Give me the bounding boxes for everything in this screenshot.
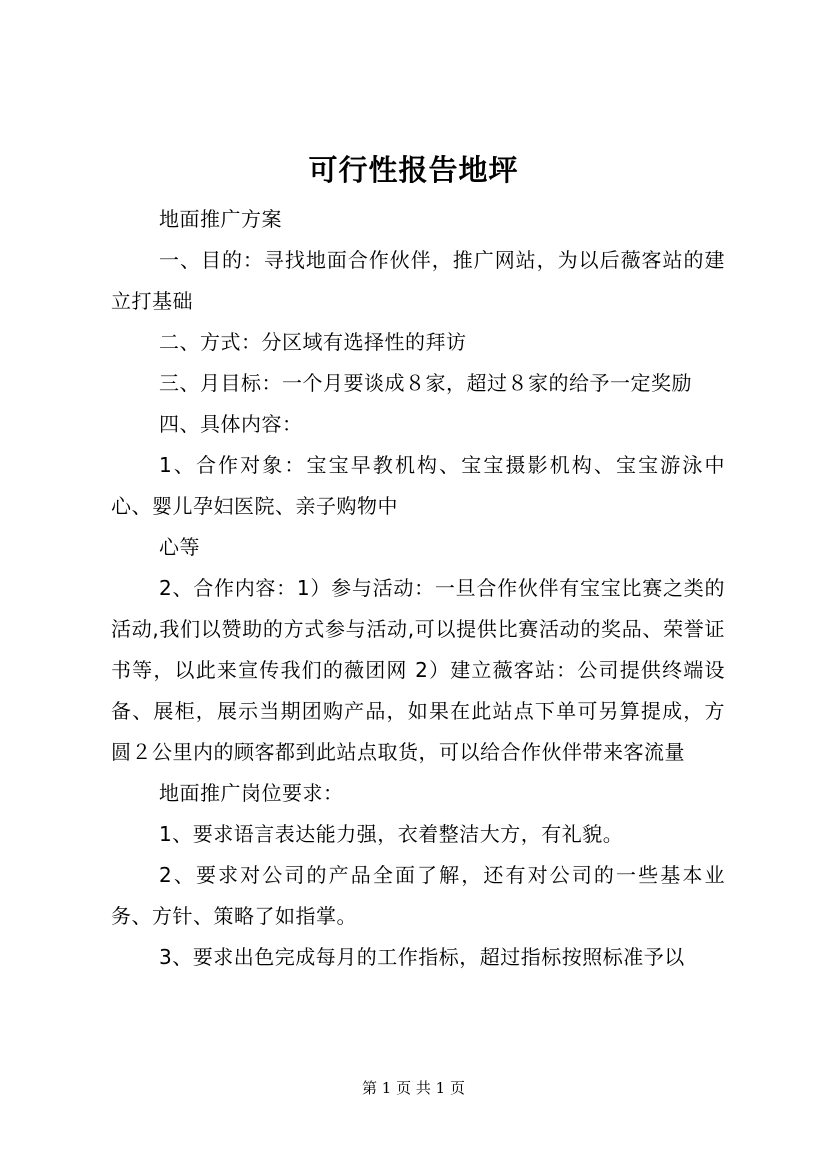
paragraph: 2、合作内容：1）参与活动：一旦合作伙伴有宝宝比赛之类的活动,我们以赞助的方式参与活动,可以提供比赛活动的奖品、荣誉证书等，以此来宣传我们的薇团网 2）建立薇客站：公司提供终端设备、展柜，展示当期团购产品，如果在此站点下单可另算提成，方圆２公里内的顾客都到此站点取货，可以给合作伙伴带来客流量 bbox=[111, 576, 725, 764]
paragraph: 二、方式：分区域有选择性的拜访 bbox=[159, 330, 467, 354]
paragraph: 心等 bbox=[159, 535, 200, 559]
paragraph: 1、要求语言表达能力强，衣着整洁大方，有礼貌。 bbox=[159, 822, 624, 846]
paragraph: 1、合作对象：宝宝早教机构、宝宝摄影机构、宝宝游泳中心、婴儿孕妇医院、亲子购物中 bbox=[111, 453, 725, 518]
paragraph: 三、月目标：一个月要谈成８家，超过８家的给予一定奖励 bbox=[159, 371, 692, 395]
paragraph: 四、具体内容： bbox=[159, 412, 303, 436]
paragraph: 地面推广岗位要求： bbox=[159, 781, 344, 805]
paragraph: 一、目的：寻找地面合作伙伴，推广网站，为以后薇客站的建立打基础 bbox=[111, 248, 725, 313]
paragraph: 地面推广方案 bbox=[159, 207, 282, 231]
paragraph: 2、要求对公司的产品全面了解，还有对公司的一些基本业务、方针、策略了如指掌。 bbox=[111, 863, 725, 928]
document-title: 可行性报告地坪 bbox=[308, 153, 519, 187]
page-footer bbox=[0, 1078, 827, 1098]
paragraph: 3、要求出色完成每月的工作指标，超过指标按照标准予以 bbox=[159, 945, 685, 969]
page-total: 共 1 页 bbox=[415, 1079, 465, 1097]
page-number: 第 1 页 bbox=[362, 1079, 412, 1097]
document-body bbox=[111, 199, 725, 978]
